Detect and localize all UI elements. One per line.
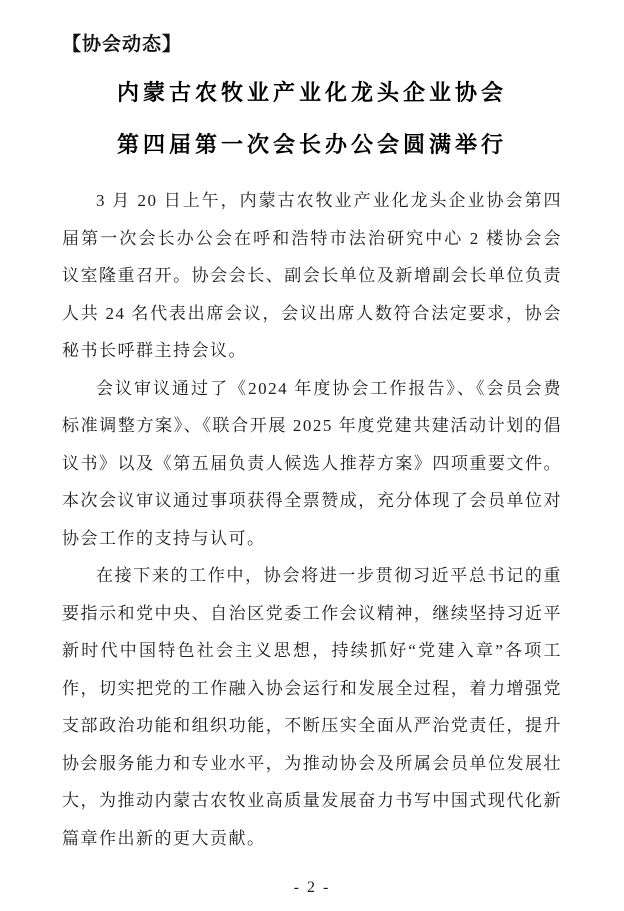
doc-title-line1: 内蒙古农牧业产业化龙头企业协会 bbox=[116, 80, 507, 105]
page-number: - 2 - bbox=[293, 879, 331, 896]
section-tag: 【协会动态】 bbox=[62, 34, 183, 55]
doc-title-line2: 第四届第一次会长办公会圆满举行 bbox=[116, 132, 507, 157]
body-paragraph-1: 3 月 20 日上午，内蒙古农牧业产业化龙头企业协会第四届第一次会长办公会在呼和浩特市法治研究中心 2 楼协会会议室隆重召开。协会会长、副会长单位及新增副会长单位负责人共 24 名代表出席会议，会议出席人数符合法定要求，协会秘书长呼群主持会议。 bbox=[62, 191, 562, 360]
body-paragraph-3: 在接下来的工作中，协会将进一步贯彻习近平总书记的重要指示和党中央、自治区党委工作会议精神，继续坚持习近平新时代中国特色社会主义思想，持续抓好“党建入章”各项工作，切实把党的工作融入协会运行和发展全过程，着力增强党支部政治功能和组织功能，不断压实全面从严治党责任，提升协会服务能力和专业水平，为推动协会及所属会员单位发展壮大，为推动内蒙古农牧业高质量发展奋力书写中国式现代化新篇章作出新的更大贡献。 bbox=[62, 566, 562, 848]
document-body bbox=[62, 182, 562, 857]
body-paragraph-2: 会议审议通过了《2024 年度协会工作报告》、《会员会费标准调整方案》、《联合开展 2025 年度党建共建活动计划的倡议书》以及《第五届负责人候选人推荐方案》四项重要文件。本次会议审议通过事项获得全票赞成，充分体现了会员单位对协会工作的支持与认可。 bbox=[62, 378, 562, 548]
